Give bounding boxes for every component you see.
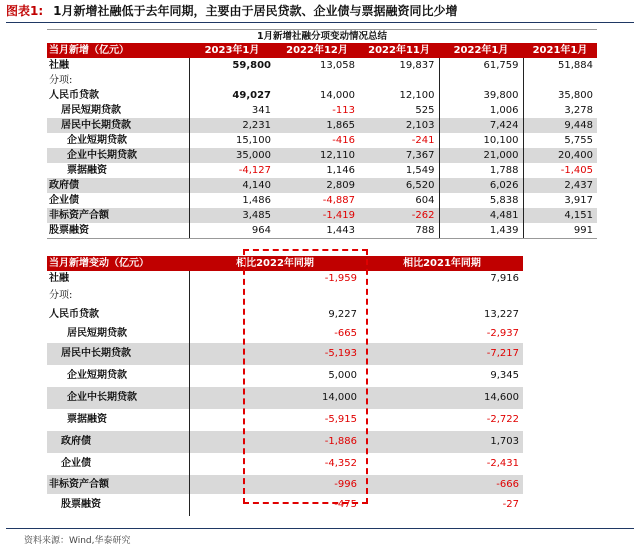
source-note: 资料来源：Wind,华泰研究 — [24, 536, 131, 546]
column-header: 相比2021年同期 — [361, 256, 523, 271]
cell: -113 — [332, 105, 355, 116]
row-label: 居民中长期贷款 — [47, 118, 189, 133]
cell: 12,110 — [275, 148, 359, 163]
row-label: 非标资产合额 — [47, 208, 189, 223]
column-header: 2022年11月 — [359, 43, 439, 58]
cell: 21,000 — [439, 148, 523, 163]
column-header: 2023年1月 — [189, 43, 275, 58]
row-label: 人民币贷款 — [47, 88, 189, 103]
cell — [359, 73, 439, 88]
figure-title-text: 1月新增社融低于去年同期，主要由于居民贷款、企业债与票据融资同比少增 — [53, 4, 458, 18]
cell: 7,916 — [490, 273, 519, 284]
cell: 3,485 — [189, 208, 275, 223]
table-row — [47, 148, 597, 163]
cell: 19,837 — [359, 58, 439, 73]
table-row — [47, 409, 523, 431]
cell: 525 — [359, 103, 439, 118]
row-label: 社融 — [47, 271, 189, 286]
table-row — [47, 163, 597, 178]
cell: 1,865 — [275, 118, 359, 133]
row-label: 居民中长期贷款 — [47, 343, 189, 365]
row-label: 居民短期贷款 — [47, 103, 189, 118]
cell: 3,278 — [564, 105, 593, 116]
row-label: 政府债 — [47, 431, 189, 453]
cell: 1,788 — [439, 163, 523, 178]
table-row — [47, 271, 523, 286]
row-label: 企业中长期贷款 — [47, 148, 189, 163]
cell: 13,227 — [484, 309, 519, 320]
cell: -475 — [334, 499, 357, 510]
cell: 9,448 — [523, 118, 597, 133]
change-vs-prior-table — [47, 256, 524, 516]
cell: 15,100 — [236, 135, 271, 146]
cell: -1,419 — [275, 208, 359, 223]
row-label: 居民短期贷款 — [47, 324, 189, 343]
table-row — [47, 365, 523, 387]
table-row — [47, 193, 597, 208]
cell: -4,352 — [324, 458, 357, 469]
cell: 3,917 — [564, 195, 593, 206]
row-label: 分项: — [47, 286, 189, 305]
table-row — [47, 343, 523, 365]
table-row — [47, 58, 597, 73]
cell: 7,367 — [359, 148, 439, 163]
table-row — [47, 305, 523, 324]
cell: -5,915 — [324, 414, 357, 425]
cell: 14,000 — [189, 387, 361, 409]
cell: 4,151 — [523, 208, 597, 223]
cell: 341 — [251, 105, 271, 116]
cell — [189, 73, 275, 88]
cell: 9,345 — [490, 370, 519, 381]
table-row — [47, 223, 597, 239]
cell: 39,800 — [439, 88, 523, 103]
bottom-rule — [6, 528, 634, 529]
cell: -1,959 — [324, 273, 357, 284]
row-label: 人民币贷款 — [47, 305, 189, 324]
cell: -27 — [502, 499, 519, 510]
table-row — [47, 103, 597, 118]
cell: -1,405 — [560, 165, 593, 176]
cell: 35,800 — [558, 90, 593, 101]
cell: 2,103 — [359, 118, 439, 133]
column-header: 当月新增变动（亿元） — [47, 256, 189, 271]
cell — [439, 73, 523, 88]
row-label: 票据融资 — [47, 409, 189, 431]
cell: 964 — [189, 223, 275, 239]
row-label: 政府债 — [47, 178, 189, 193]
cell: 13,058 — [320, 60, 355, 71]
cell — [275, 73, 359, 88]
cell: 4,140 — [189, 178, 275, 193]
figure-label: 图表1: — [6, 4, 44, 18]
cell: 14,000 — [320, 90, 355, 101]
row-label: 非标资产合额 — [47, 475, 189, 494]
cell: 6,026 — [439, 178, 523, 193]
cell: 6,520 — [359, 178, 439, 193]
table-row — [47, 475, 523, 494]
cell: 49,027 — [232, 90, 271, 101]
cell: 59,800 — [232, 60, 271, 71]
monthly-new-table — [47, 43, 597, 239]
table-row — [47, 324, 523, 343]
column-header: 相比2022年同期 — [189, 256, 361, 271]
cell: 991 — [523, 223, 597, 239]
row-label: 企业中长期贷款 — [47, 387, 189, 409]
cell: -7,217 — [361, 343, 523, 365]
cell: -262 — [359, 208, 439, 223]
cell: 10,100 — [439, 133, 523, 148]
table-row — [47, 208, 597, 223]
table-row — [47, 73, 597, 88]
table-row — [47, 118, 597, 133]
row-label: 分项: — [47, 73, 189, 88]
figure-title — [6, 0, 640, 22]
cell: 5,755 — [564, 135, 593, 146]
cell: 1,146 — [326, 165, 355, 176]
cell: -996 — [189, 475, 361, 494]
table-row — [47, 453, 523, 475]
cell: 1,439 — [439, 223, 523, 239]
cell: 604 — [359, 193, 439, 208]
row-label: 企业债 — [47, 453, 189, 475]
cell: -2,722 — [486, 414, 519, 425]
table-row — [47, 88, 597, 103]
cell: 2,437 — [523, 178, 597, 193]
cell: -2,937 — [486, 328, 519, 339]
cell: 1,486 — [242, 195, 271, 206]
cell: 2,231 — [189, 118, 275, 133]
cell: -2,431 — [486, 458, 519, 469]
table-row — [47, 286, 523, 305]
table-row — [47, 387, 523, 409]
cell: -4,127 — [238, 165, 271, 176]
cell: 7,424 — [439, 118, 523, 133]
cell: -1,886 — [189, 431, 361, 453]
cell: 1,549 — [359, 163, 439, 178]
row-label: 企业债 — [47, 193, 189, 208]
cell: -4,887 — [322, 195, 355, 206]
cell — [361, 286, 523, 305]
cell: -665 — [334, 328, 357, 339]
cell: -241 — [359, 133, 439, 148]
table-row — [47, 178, 597, 193]
cell: 20,400 — [523, 148, 597, 163]
cell: 1,006 — [439, 103, 523, 118]
column-header: 2022年12月 — [275, 43, 359, 58]
cell: 12,100 — [359, 88, 439, 103]
cell: 35,000 — [189, 148, 275, 163]
column-header: 2022年1月 — [439, 43, 523, 58]
cell: 5,838 — [439, 193, 523, 208]
row-label: 社融 — [47, 58, 189, 73]
top-rule — [6, 22, 634, 23]
table-header-row — [47, 43, 597, 58]
column-header: 当月新增（亿元） — [47, 43, 189, 58]
cell: 788 — [359, 223, 439, 239]
cell: 61,759 — [439, 58, 523, 73]
cell: 9,227 — [328, 309, 357, 320]
row-label: 企业短期贷款 — [47, 133, 189, 148]
table-row — [47, 133, 597, 148]
row-label: 企业短期贷款 — [47, 365, 189, 387]
cell: -416 — [332, 135, 355, 146]
cell: 14,600 — [361, 387, 523, 409]
cell — [189, 286, 361, 305]
table-title: 1月新增社融分项变动情况总结 — [47, 29, 597, 44]
table-row — [47, 494, 523, 516]
table-row — [47, 431, 523, 453]
column-header: 2021年1月 — [523, 43, 597, 58]
cell: 4,481 — [439, 208, 523, 223]
cell: 5,000 — [328, 370, 357, 381]
row-label: 票据融资 — [47, 163, 189, 178]
cell: 2,809 — [275, 178, 359, 193]
cell: 1,703 — [361, 431, 523, 453]
cell: -5,193 — [189, 343, 361, 365]
row-label: 股票融资 — [47, 223, 189, 239]
cell: 51,884 — [558, 60, 593, 71]
table-header-row — [47, 256, 523, 271]
row-label: 股票融资 — [47, 494, 189, 516]
cell: -666 — [361, 475, 523, 494]
cell — [523, 73, 597, 88]
cell: 1,443 — [275, 223, 359, 239]
